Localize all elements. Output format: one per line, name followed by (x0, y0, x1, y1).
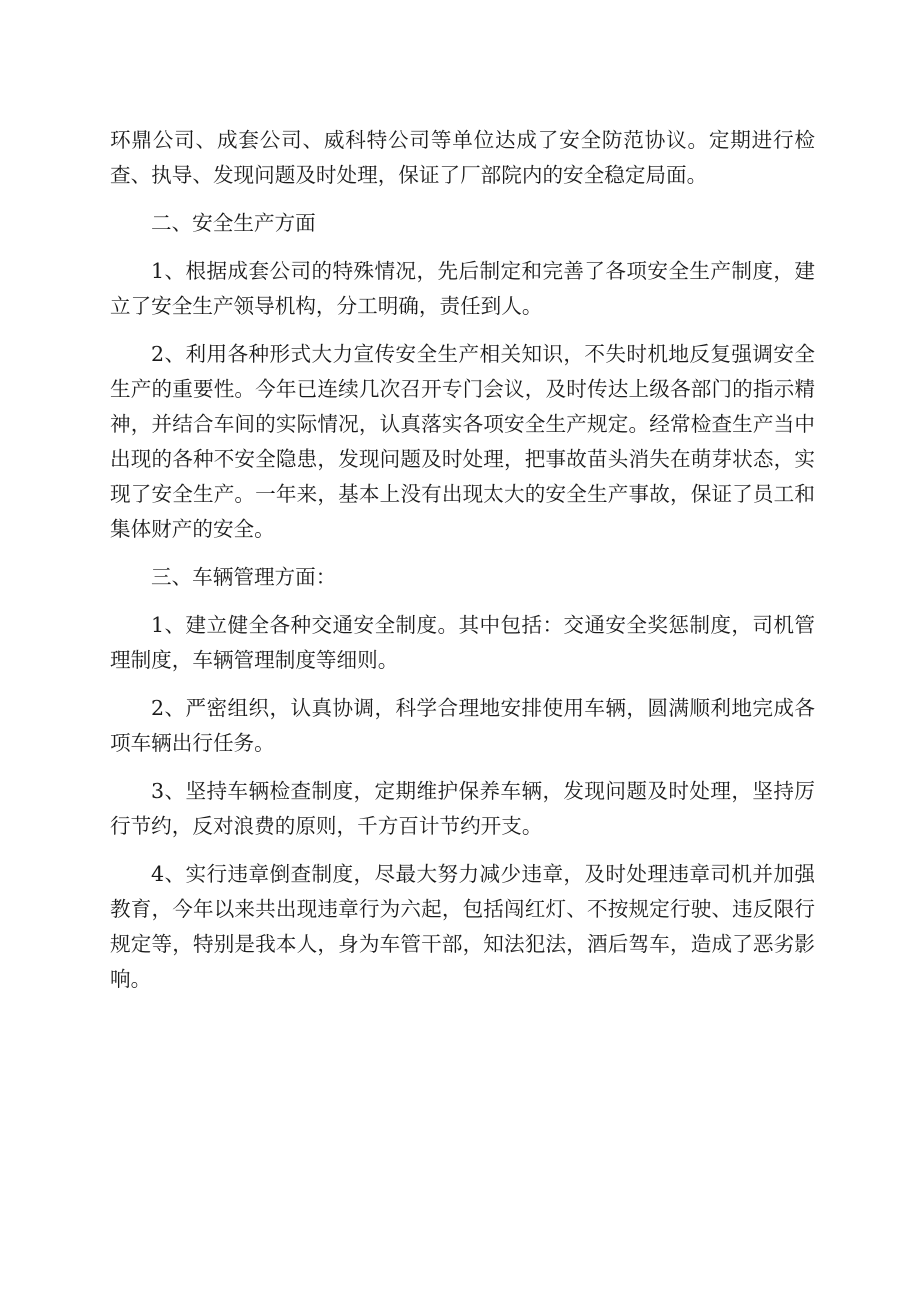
paragraph-vehicle-item-1: 1、建立健全各种交通安全制度。其中包括：交通安全奖惩制度，司机管理制度，车辆管理制度等细则。 (110, 613, 815, 672)
paragraph-safety-item-1: 1、根据成套公司的特殊情况，先后制定和完善了各项安全生产制度，建立了安全生产领导机构，分工明确，责任到人。 (110, 259, 815, 318)
section-heading-safety-production: 二、安全生产方面 (151, 211, 316, 235)
paragraph-vehicle-item-4: 4、实行违章倒查制度，尽最大努力减少违章，及时处理违章司机并加强教育，今年以来共出现违章行为六起，包括闯红灯、不按规定行驶、违反限行规定等，特别是我本人，身为车管干部，知法犯法，酒后驾车，造成了恶劣影响。 (110, 862, 815, 991)
paragraph-vehicle-item-2: 2、严密组织，认真协调，科学合理地安排使用车辆，圆满顺利地完成各项车辆出行任务。 (110, 696, 815, 755)
paragraph-safety-item-2: 2、利用各种形式大力宣传安全生产相关知识，不失时机地反复强调安全生产的重要性。今年已连续几次召开专门会议，及时传达上级各部门的指示精神，并结合车间的实际情况，认真落实各项安全生产规定。经常检查生产当中出现的各种不安全隐患，发现问题及时处理，把事故苗头消失在萌芽状态，实现了安全生产。一年来，基本上没有出现太大的安全生产事故，保证了员工和集体财产的安全。 (110, 342, 815, 541)
paragraph-continuation: 环鼎公司、成套公司、威科特公司等单位达成了安全防范协议。定期进行检查、执导、发现问题及时处理，保证了厂部院内的安全稳定局面。 (110, 128, 815, 187)
document-body (110, 123, 815, 1010)
section-heading-vehicle-management: 三、车辆管理方面： (151, 565, 337, 589)
paragraph-vehicle-item-3: 3、坚持车辆检查制度，定期维护保养车辆，发现问题及时处理，坚持厉行节约，反对浪费的原则，千方百计节约开支。 (110, 779, 815, 838)
